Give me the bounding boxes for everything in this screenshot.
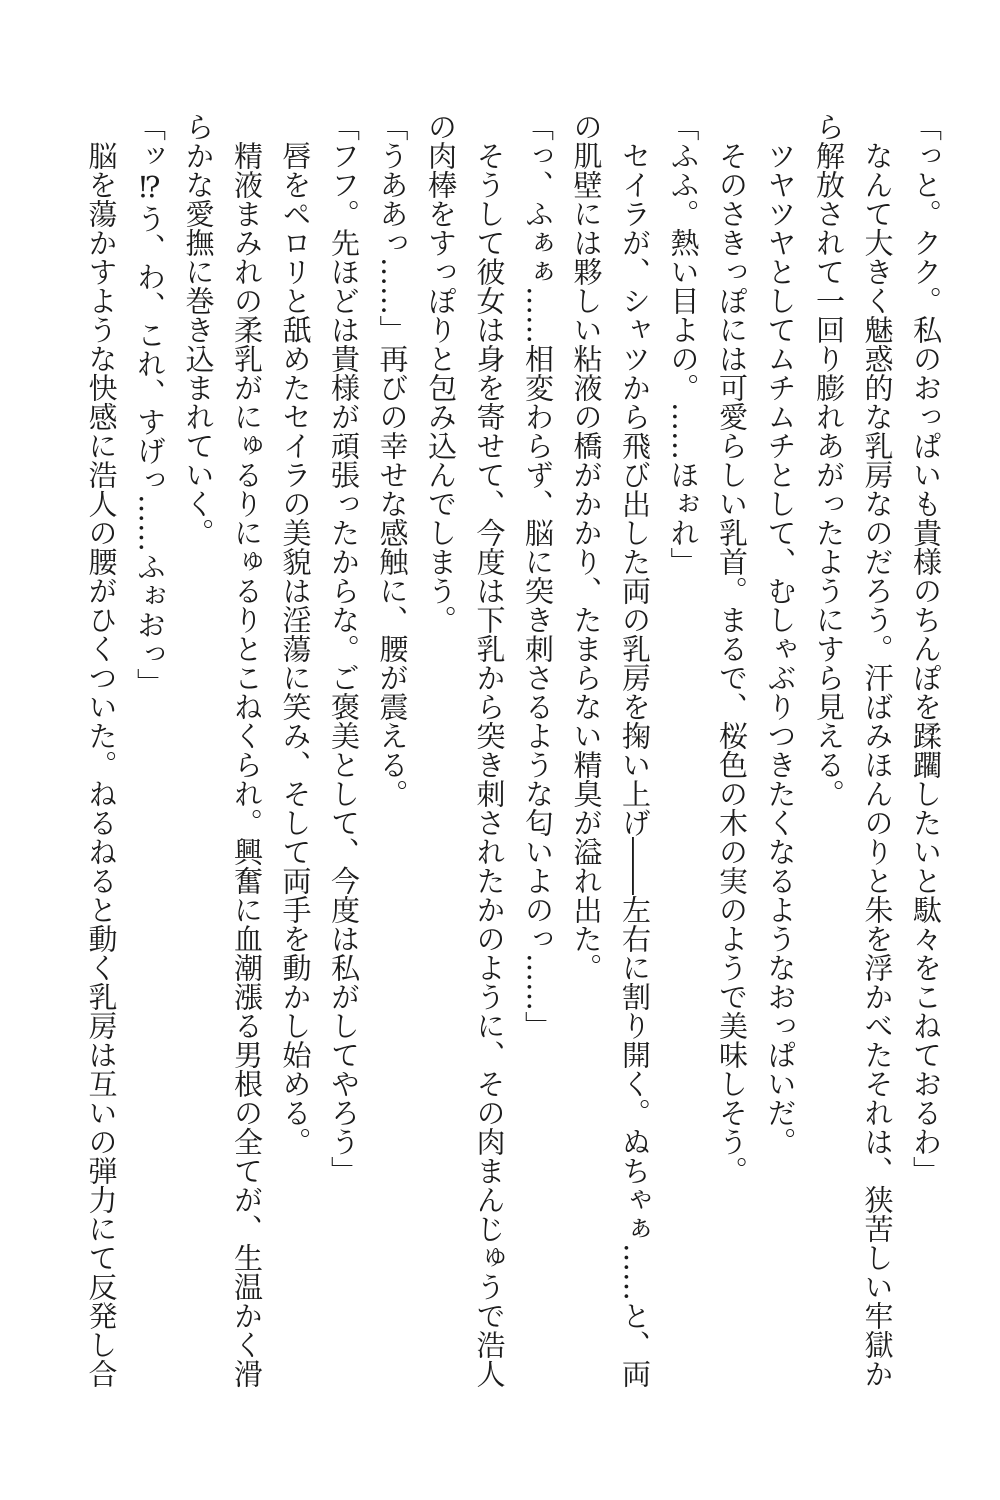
text-column-3: ら解放されて一回り膨れあがったようにすら見える。 bbox=[812, 112, 846, 808]
text-column-7: セイラが、シャツから飛び出した両の乳房を掬い上げ――左右に割り開く。ぬちゃぁ……と、両 bbox=[618, 112, 652, 1388]
text-column-16: らかな愛撫に巻き込まれていく。 bbox=[181, 112, 216, 547]
text-column-15: 精液まみれの柔乳がにゅるりにゅるりとこねくられ。興奮に血潮漲る男根の全てが、生温かく滑 bbox=[230, 112, 264, 1388]
text-column-2: なんて大きく魅惑的な乳房なのだろう。汗ばみほんのりと朱を浮かべたそれは、狭苦しい牢獄か bbox=[860, 112, 895, 1388]
text-column-9: 「っ、ふぁぁ……相変わらず、脳に突き刺さるような匂いよのっ……」 bbox=[521, 112, 555, 1040]
text-column-10: そうして彼女は身を寄せて、今度は下乳から突き刺されたかのように、その肉まんじゅうで浩人 bbox=[472, 112, 507, 1388]
text-column-13: 「フフ。先ほどは貴様が頑張ったからな。ご褒美として、今度は私がしてやろう」 bbox=[327, 112, 361, 1185]
text-column-11: の肉棒をすっぽりと包み込んでしまう。 bbox=[424, 112, 458, 634]
text-column-1: 「っと。クク。私のおっぱいも貴様のちんぽを蹂躙したいと駄々をこねておるわ」 bbox=[909, 112, 943, 1185]
text-column-12: 「うああっ……」再びの幸せな感触に、腰が震える。 bbox=[375, 112, 410, 808]
text-column-6: 「ふふ。熱い目よの。……ほぉれ」 bbox=[666, 112, 701, 576]
text-column-17: 「ッ⁉う、わ、これ、すげっ……ふぉおっ」 bbox=[133, 112, 167, 697]
text-column-14: 唇をペロリと舐めたセイラの美貌は淫蕩に笑み、そして両手を動かし始める。 bbox=[278, 112, 313, 1156]
text-column-18: 脳を蕩かすような快感に浩人の腰がひくついた。ねるねると動く乳房は互いの弾力にて反発し合 bbox=[84, 112, 119, 1388]
text-column-5: そのさきっぽには可愛らしい乳首。まるで、桜色の木の実のようで美味しそう。 bbox=[715, 112, 749, 1185]
vertical-text-block bbox=[77, 112, 950, 1432]
text-column-4: ツヤツヤとしてムチムチとして、むしゃぶりつきたくなるようなおっぱいだ。 bbox=[763, 112, 798, 1156]
text-column-8: の肌壁には夥しい粘液の橋がかかり、たまらない精臭が溢れ出た。 bbox=[569, 112, 604, 982]
